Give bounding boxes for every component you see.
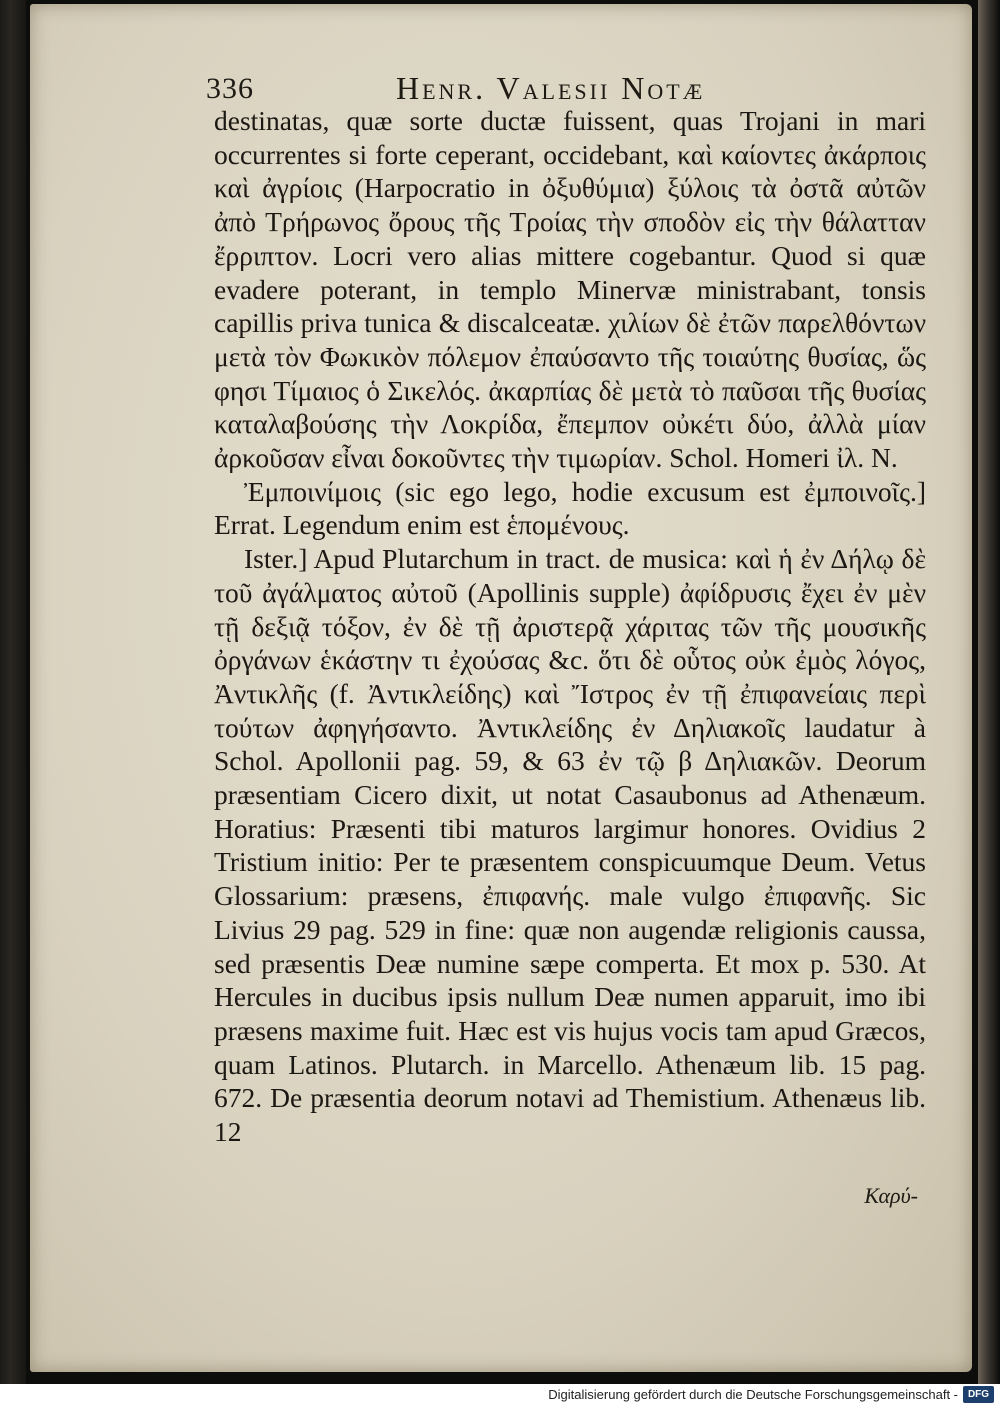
dfg-logo: DFG <box>963 1386 994 1403</box>
paragraph-ister: Ister.] Apud Plutarchum in tract. de musica: καὶ ἡ ἐν Δήλῳ δὲ τοῦ ἀγάλματος αὐτοῦ (Apollinis supple) ἀφίδρυσις ἔχει ἐν μὲν τῇ δεξιᾷ τόξον, ἐν δὲ τῇ ἀριστερᾷ χάριτας τῶν τῆς μουσικῆς ὀργάνων ἑκάστην τι ἐχούσας &c. ὅτι δὲ οὗτος οὐκ ἐμὸς λόγος, Ἀντικλῆς (f. Ἀντικλείδης) καὶ Ἴστρος ἐν τῇ ἐπιφανείαις περὶ τούτων ἀφηγήσαντο. Ἀντικλείδης ἐν Δηλιακοῖς laudatur à Schol. Apollonii pag. 59, & 63 ἐν τῷ β Δηλιακῶν. Deorum præsentiam Cicero dixit, ut notat Casaubonus ad Athenæum. Horatius: Præsenti tibi maturos largimur honores. Ovidius 2 Tristium initio: Per te præsentem conspicuumque Deum. Vetus Glossarium: præsens, ἐπιφανής. male vulgo ἐπιφανῆς. Sic Livius 29 pag. 529 in fine: quæ non augendæ religionis caussa, sed præsentis Deæ numine sæpe comperta. Et mox p. 530. At Hercules in ducibus ipsis nullum Deæ numen apparuit, imo ibi præsens maxime fuit. Hæc est vis hujus vocis tam apud Græcos, quam Latinos. Plutarch. in Marcello. Athenæum lib. 15 pag. 672. De præsentia deorum notavi ad Themistium. Athenæus lib. 12 <box>214 543 926 1148</box>
digitization-footer <box>0 1384 1000 1407</box>
page-body <box>214 104 926 1149</box>
book-edge-left <box>0 0 26 1384</box>
book-edge-right <box>978 0 1000 1384</box>
catchword: Καρύ- <box>864 1183 918 1208</box>
running-title: Henr. Valesii Notæ <box>396 70 706 106</box>
paragraph-schol-homeri: destinatas, quæ sorte ductæ fuissent, quas Trojani in mari occurrentes si forte ceperant, occidebant, καὶ καίοντες ἀκάρποις καὶ ἀγρίοις (Harpocratio in ὀξυθύμια) ξύλοις τὰ ὀστᾶ αὐτῶν ἀπὸ Τρήρωνος ὄρους τῆς Τροίας τὴν σποδὸν εἰς τὴν θάλατταν ἔρριπτον. Locri vero alias mittere cogebantur. Quod si quæ evadere poterant, in templo Minervæ ministrabant, tonsis capillis priva tunica & discalceatæ. χιλίων δὲ ἐτῶν παρελθόντων μετὰ τὸν Φωκικὸν πόλεμον ἐπαύσαντο τῆς τοιαύτης θυσίας, ὥς φησι Τίμαιος ὁ Σικελός. ἀκαρπίας δὲ μετὰ τὸ παῦσαι τῆς θυσίας καταλαβούσης τὴν Λοκρίδα, ἔπεμπον οὐκέτι δύο, ἀλλὰ μίαν ἀρκοῦσαν εἶναι δοκοῦντες τὴν τιμωρίαν. Schol. Homeri ἰλ. N. <box>214 105 926 474</box>
footer-credit: Digitalisierung gefördert durch die Deutsche Forschungsgemeinschaft - <box>548 1387 958 1402</box>
page-number: 336 <box>206 72 254 105</box>
paragraph-empoinimois: Ἐμποινίμοις (sic ego lego, hodie excusum est ἐμποινοῖς.] Errat. Legendum enim est ἑπομένους. <box>214 475 926 541</box>
